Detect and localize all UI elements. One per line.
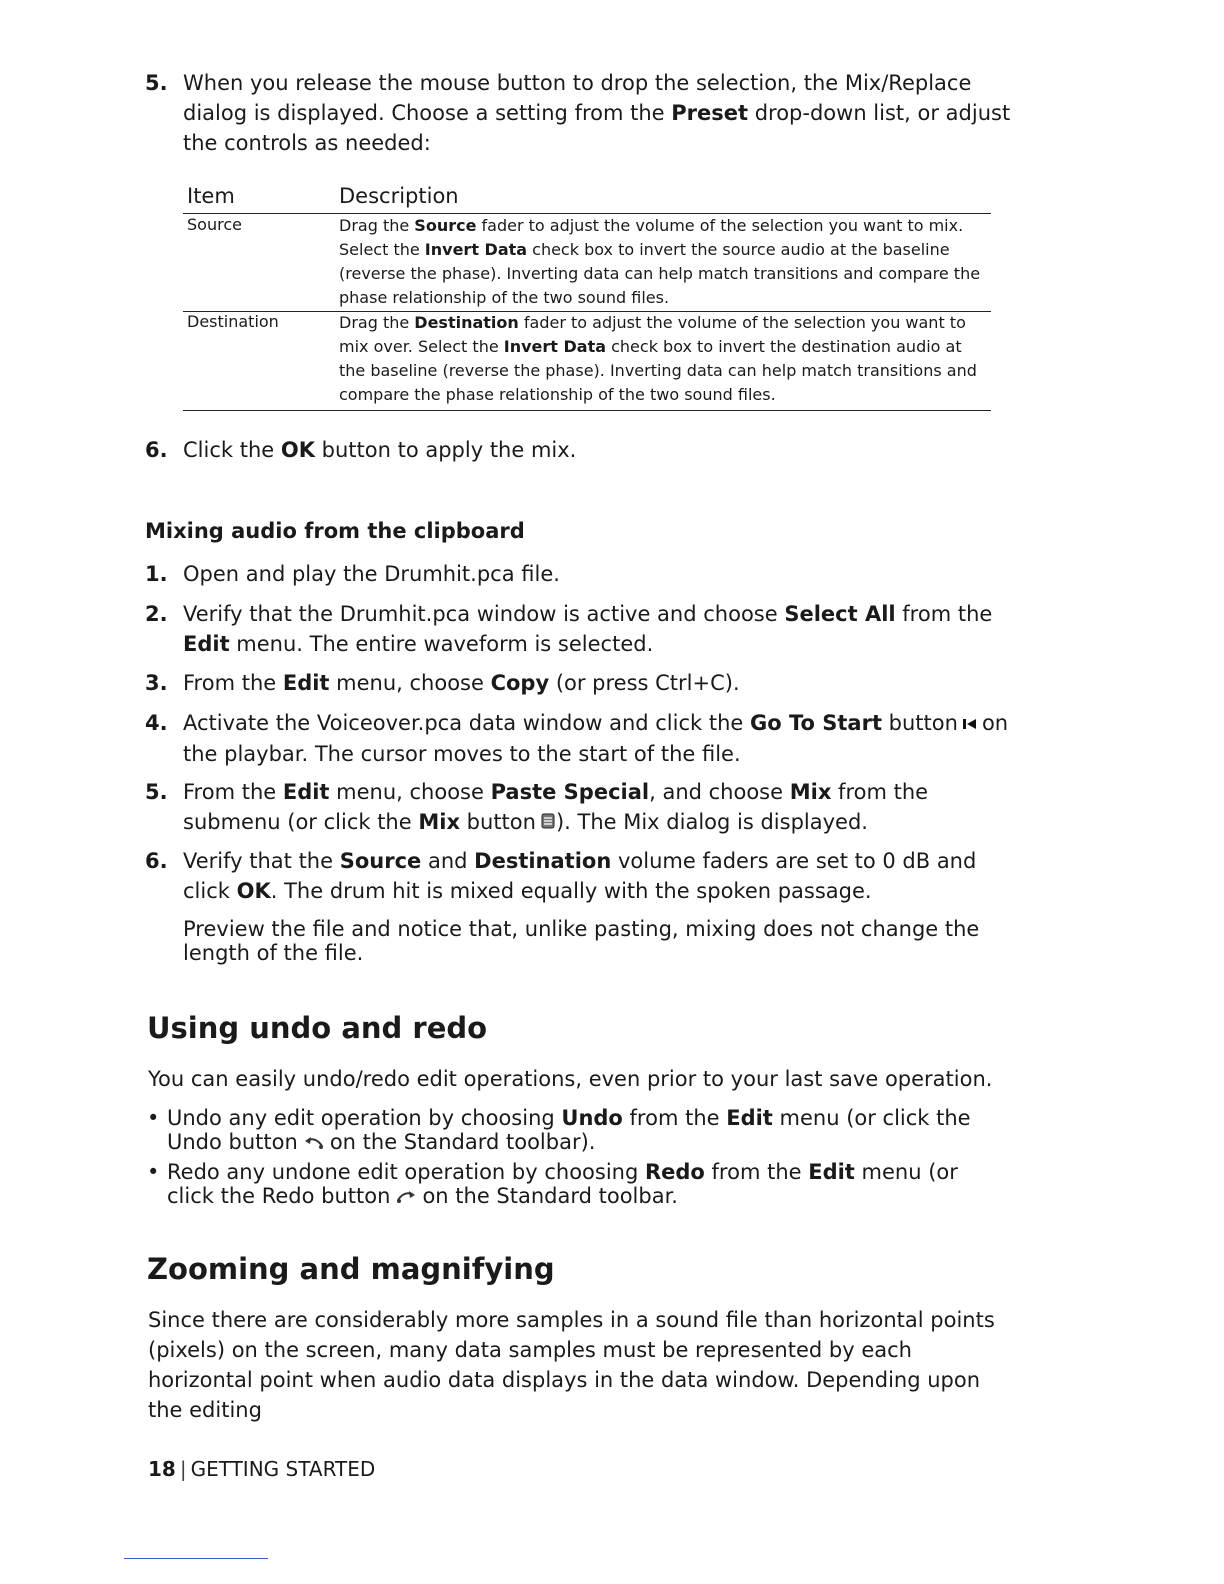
step-text: From the Edit menu, choose Copy (or press Ctrl+C).: [183, 671, 740, 695]
clipboard-step-5: [145, 777, 1015, 838]
table-row-source-item: Source: [187, 215, 242, 234]
page-footer: [148, 1456, 375, 1482]
table-row-destination-description: Drag the Destination fader to adjust the volume of the selection you want to mix over. Select the Invert Data check box to invert the destination audio at the baseline (reverse the phase). Inverting data can help match transitions and compare the phase relationship of the two sound files.: [339, 313, 977, 404]
step-6-apply-mix: [145, 435, 1015, 465]
clipboard-step-6: [145, 846, 1015, 906]
step-text: From the Edit menu, choose Paste Special, and choose Mix from the submenu (or click the Mix button ). The Mix dialog is displayed.: [183, 777, 1015, 838]
step-number: 1.: [145, 562, 168, 586]
step-text: Open and play the Drumhit.pca file.: [183, 562, 560, 586]
step-number: 2.: [145, 602, 168, 626]
zooming-paragraph: Since there are considerably more samples in a sound file than horizontal points (pixels) on the screen, many data samples must be represented by each horizontal point when audio data displays in the data window. Depending upon the editing: [148, 1308, 995, 1422]
preset-term: Preset: [671, 101, 749, 125]
step-text: When you release the mouse button to drop the selection, the Mix/Replace dialog is displayed. Choose a setting from the Preset drop-down list, or adjust the controls as needed:: [183, 71, 1011, 155]
table-header-item: Item: [187, 184, 235, 208]
bullet-text: Undo any edit operation by choosing Undo from the Edit menu (or click the Undo button on the Standard toolbar).: [167, 1106, 971, 1154]
step-number: 3.: [145, 671, 168, 695]
step-5-drop-selection: [145, 68, 1015, 158]
footer-separator: |: [179, 1457, 187, 1481]
table-row-destination-item: Destination: [187, 312, 279, 331]
clipboard-step-2: [145, 599, 1015, 659]
step-number: 5.: [145, 71, 168, 95]
step-number: 4.: [145, 711, 168, 735]
bullet-text: Redo any undone edit operation by choosing Redo from the Edit menu (or click the Redo button on the Standard toolbar.: [167, 1160, 958, 1208]
clipboard-step-4: [145, 708, 1015, 769]
clipboard-subheading: Mixing audio from the clipboard: [145, 519, 525, 543]
table-bottom-rule: [183, 410, 991, 411]
step-text: Verify that the Drumhit.pca window is active and choose Select All from the Edit menu. The entire waveform is selected.: [183, 602, 993, 656]
redo-icon: [394, 1185, 418, 1209]
undo-redo-heading: Using undo and redo: [147, 1011, 488, 1045]
step-number: 5.: [145, 780, 168, 804]
bullet-dot: •: [147, 1160, 160, 1184]
step-number: 6.: [145, 849, 168, 873]
bullet-dot: •: [147, 1106, 160, 1130]
bottom-edge-rule: [124, 1558, 268, 1559]
zooming-heading: Zooming and magnifying: [147, 1252, 555, 1286]
mix-icon: [540, 808, 556, 838]
go-to-start-icon: [962, 709, 978, 739]
table-row-source-description: Drag the Source fader to adjust the volume of the selection you want to mix. Select the Invert Data check box to invert the source audio at the baseline (reverse the phase). Inverting data can help match transitions and compare the phase relationship of the two sound files.: [339, 216, 981, 307]
step-number: 6.: [145, 438, 168, 462]
redo-bullet: [147, 1160, 1007, 1209]
step-text: Activate the Voiceover.pca data window and click the Go To Start button on the playbar. The cursor moves to the start of the file.: [183, 711, 1009, 766]
clipboard-step-1: [145, 559, 1015, 589]
step-text: Click the OK button to apply the mix.: [183, 438, 577, 462]
mix-replace-table: [183, 182, 991, 414]
footer-section: GETTING STARTED: [190, 1457, 376, 1481]
undo-redo-intro: You can easily undo/redo edit operations, even prior to your last save operation.: [148, 1067, 993, 1091]
clipboard-step-3: [145, 668, 1015, 698]
undo-icon: [302, 1131, 326, 1155]
table-header-description: Description: [339, 184, 459, 208]
clipboard-preview-note: Preview the file and notice that, unlike pasting, mixing does not change the length of the file.: [183, 917, 980, 965]
page-number: 18: [148, 1457, 176, 1481]
undo-bullet: [147, 1106, 1007, 1155]
step-text: Verify that the Source and Destination volume faders are set to 0 dB and click OK. The drum hit is mixed equally with the spoken passage.: [183, 849, 977, 903]
